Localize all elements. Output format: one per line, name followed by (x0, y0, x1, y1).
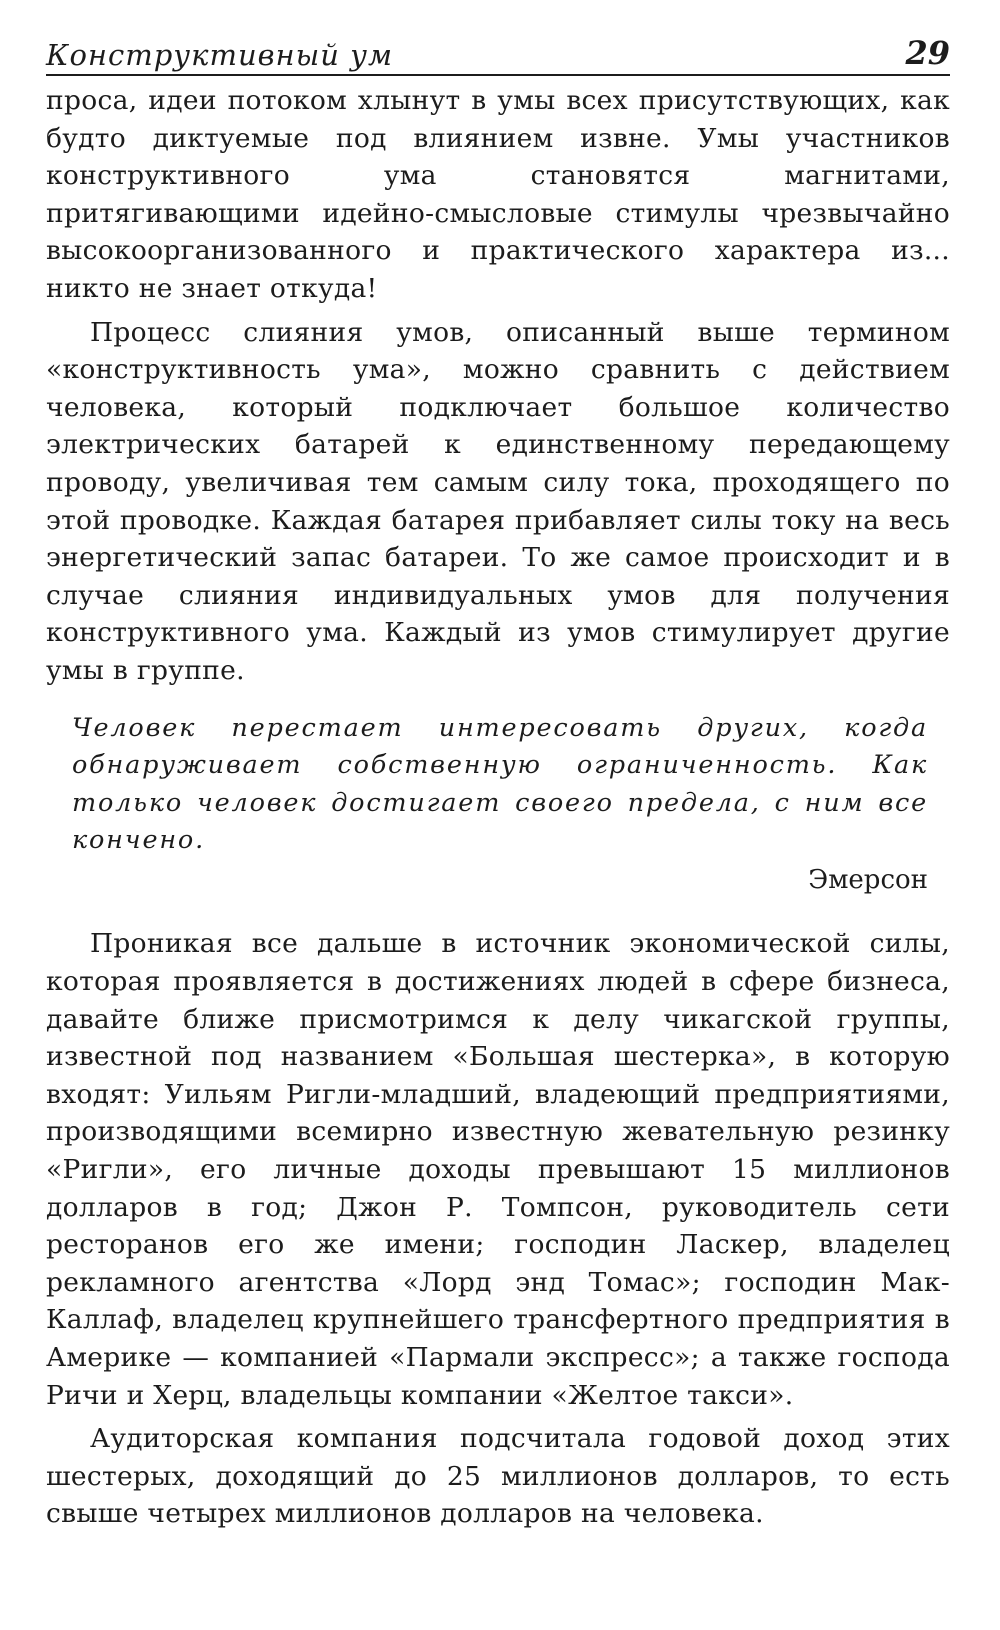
quote-text: Человек перестает интересовать других, когда обнаруживает собственную ограниченность. Как только человек достигает своего предела, с ним все кончено. (72, 712, 928, 856)
epigraph-quote (72, 710, 928, 900)
paragraph-audit: Аудиторская компания подсчитала годовой доход этих шестерых, доходящий до 25 миллионов долларов, то есть свыше четырех миллионов долларов на человека. (46, 1423, 950, 1530)
running-title: Конструктивный ум (46, 38, 393, 72)
book-page (46, 30, 950, 1533)
page-body (46, 82, 950, 1533)
page-header (46, 30, 950, 76)
paragraph-mind-fusion: Процесс слияния умов, описанный выше термином «конструктивность ума», можно сравнить с действием человека, который подключает большое количество электрических батарей к единственному передающему проводу, увеличивая тем самым силу тока, проходящего по этой проводке. Каждая батарея прибавляет силы току на весь энергетический запас батареи. То же самое происходит и в случае слияния индивидуальных умов для получения конструктивного ума. Каждый из умов стимулирует другие умы в группе. (46, 316, 950, 686)
paragraph-continuation: проса, идеи потоком хлынут в умы всех присутствующих, как будто диктуемые под влиянием извне. Умы участников конструктивного ума становятся магнитами, притягивающими идейно-смысловые стимулы чрезвычайно высокоорганизованного и практического характера из... никто не знает откуда! (46, 85, 950, 304)
paragraph-big-six: Проникая все дальше в источник экономической силы, которая проявляется в достижениях людей в сфере бизнеса, давайте ближе присмотримся к делу чикагской группы, известной под названием «Большая шестерка», в которую входят: Уильям Ригли-младший, владеющий предприятиями, производящими всемирно известную жевательную резинку «Ригли», его личные доходы превышают 15 миллионов долларов в год; Джон Р. Томпсон, руководитель сети ресторанов его же имени; господин Ласкер, владелец рекламного агентства «Лорд энд Томас»; господин Мак-Каллаф, владелец крупнейшего трансфертного предприятия в Америке — компанией «Пармали экспресс»; а также господа Ричи и Херц, владельцы компании «Желтое такси». (46, 928, 950, 1411)
quote-author: Эмерсон (808, 864, 928, 895)
page-number: 29 (905, 34, 950, 72)
